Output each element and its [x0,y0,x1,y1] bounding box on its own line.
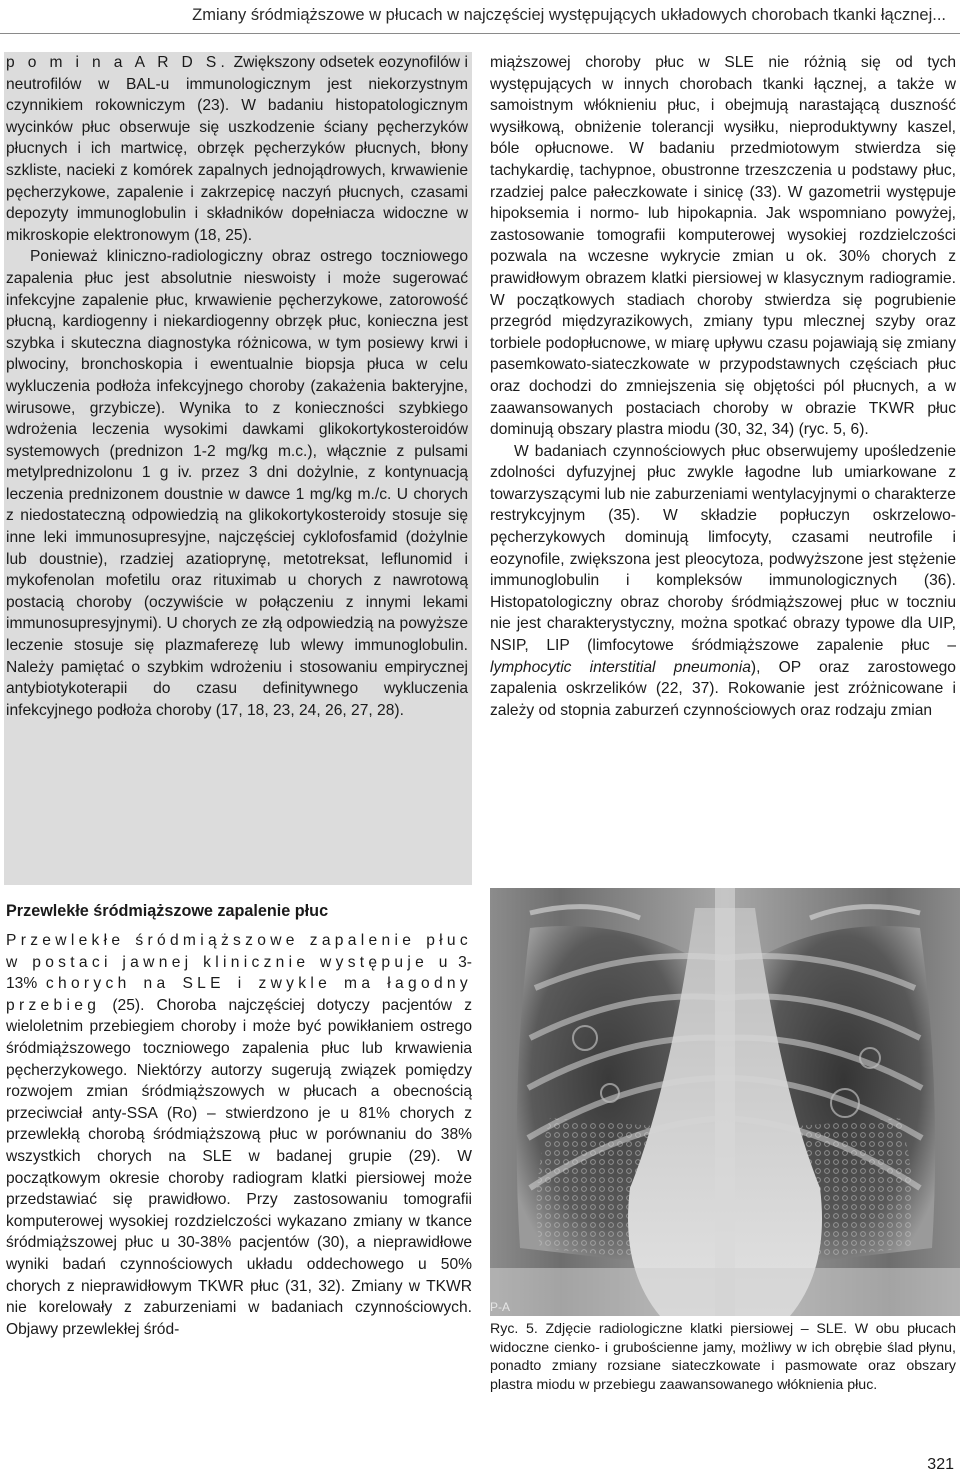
figure-caption: Ryc. 5. Zdjęcie radiologiczne klatki piersiowej – SLE. W obu płucach widoczne cienko- i grubościenne jamy, możliwy w ich obrębie ślad płynu, ponadto zmiany rozsiane siateczkowate i pasmowate oraz obszary plastra miodu w przebiegu zaawansowanego włóknienia płuc. [490,1321,956,1393]
paragraph [6,930,472,1340]
italic-term: lymphocytic interstitial pneumonia [490,658,751,676]
paragraph: miąższowej choroby płuc w SLE nie różnią się od tych występujących w innych chorobach tkanki łącznej, a także w samoistnym włóknieniu płuc, i obejmują narastającą duszność wysiłkową, obniżenie tolerancji wysiłku, nieproduktywny kaszel, bóle opłucnowe. W badaniu przedmiotowym stwierdza się tachykardię, tachypnoe, obustronne trzeszczenia u podstawy płuc, rzadziej palce pałeczkowate i sinicę (33). W gazometrii występuje hipoksemia i normo- lub hipokapnia. Jak wspomniano powyżej, zastosowanie tomografii komputerowej wysokiej rozdzielczości pozwala na wczesne wykrycie zmian u ok. 30% chorych z prawidłowym obrazem klatki piersiowej w klasycznym radiogramie. W początkowych stadiach choroby stwierdza się pogrubienie przegród międzyrazikowych, zmiany typu mlecznej szyby oraz torbiele podopłucnowe, w miarę upływu czasu pojawiają się zmiany pasemkowato-siateczkowate w przypodstawnych częściach płuc oraz dochodzi do zmniejszenia się objętości pól płucnych, a w zaawansowanych postaciach choroby w obrazie TKWR płuc dominują obszary plastra miodu (30, 32, 34) (ryc. 5, 6). [490,54,956,439]
paragraph-text: (25). Choroba najczęściej dotyczy pacjentów z wieloletnim przebiegiem choroby i może być powikłaniem ostrego śródmiąższowego toczniowego zapalenia płuc lub krwawienia pęcherzykowego. Niektórzy autorzy sugerują związek pomiędzy rozwojem zmian śródmiąższowych w płucach a obecnością przeciwciał anty-SSA (Ro) – stwierdzono je u 81% chorych z przewlekłą chorobą śródmiąższową płuc w porównaniu do 38% wszystkich chorych na SLE w badanej grupie (29). W początkowym okresie choroby radiogram klatki piersiowej może przedstawiać się prawidłowo. Przy zastosowaniu tomografii komputerowej wysokiej rozdzielczości wykazano zmiany w tkance śródmiąższowej płuc u 30-38% pacjentów (30), a nieprawidłowe wyniki badań czynnościowych układu oddechowego u 50% chorych z nieprawidłowym TKWR płuc (31, 32). Zmiany w TKWR nie korelowały z zaburzeniami w badaniach czynnościowych. Objawy przewlekłej śród- [6,996,472,1338]
xray-image [490,888,960,1316]
paragraph [6,52,468,246]
page-number: 321 [927,1456,954,1473]
spaced-text: p o m i n a A R D S. [6,54,230,71]
running-header: Zmiany śródmiąższowe w płucach w najczęściej występujących układowych chorobach tkanki łącznej... [0,0,960,34]
section-heading: Przewlekłe śródmiąższowe zapalenie płuc [6,902,329,920]
paragraph [490,441,956,722]
paragraph: Ponieważ kliniczno-radiologiczny obraz ostrego toczniowego zapalenia płuc jest absolutnie nieswoisty i może sugerować infekcyjne zapalenie płuc, krwawienie pęcherzykowe, zatorowość płucną, kardiogenny i niekardiogenny obrzęk płuc, konieczna jest szybka i skuteczna diagnostyka różnicowa, w tym posiewy krwi i plwociny, bronchoskopia i ewentualnie biopsja płuca w celu wykluczenia podłoża infekcyjnego choroby (zakażenia bakteryjne, wirusowe, grzybicze). Wynika to z konieczności szybkiego wdrożenia leczenia wysokimi dawkami glikokortykosteroidów systemowych (prednizon 1-2 mg/kg m.c.), włącznie z pulsami metylprednizolonu 1 g iv. przez 3 dni dożylnie, z kontynuacją leczenia prednizonem doustnie w dawce 1 mg/kg m./c. U chorych z niedostateczną odpowiedzią na glikokortykosteroidy stosuje się inne leki immunosupresyjne, najczęściej cyklofosfamid (dożylnie lub doustnie), rzadziej azatioprynę, metotreksat, leflunomid i mykofenolan mofetilu oraz rituximab u chorych z nawrotową postacią choroby (oczywiście w połączeniu z innymi lekami immunosupresyjnymi). U chorych ze złą odpowiedzią na powyższe leczenie stosuje się plazmaferezę lub wlewy immunoglobulin. Należy pamiętać o szybkim wdrożeniu i stosowaniu empirycznej antybiotykoterapii do czasu definitywnego wykluczenia infekcyjnego podłoża choroby (17, 18, 23, 24, 26, 27, 28). [6,248,468,719]
chest-xray-figure [490,888,960,1316]
xray-view-label: P-A [490,1300,511,1314]
text-block [6,930,472,1418]
paragraph-text: Zwiększony odsetek eozynofilów i neutrofilów w BAL-u immunologicznym jest niekorzystnym czynnikiem rokowniczym (23). W badaniu histopatologicznym wycinków płuc obserwuje się uszkodzenie ściany pęcherzyków płucnych i ich martwicę, obrzęk pęcherzyków płucnych, błony szkliste, nacieki z komórek zapalnych jednojądrowych, krwawienie pęcherzykowe, zapalenie i zakrzepicę naczyń płucnych, czasami depozyty immunoglobulin i składników dopełniacza widoczne w mikroskopie elektronowym (18, 25). [6,54,468,244]
paragraph-text: W badaniach czynnościowych płuc obserwujemy upośledzenie zdolności dyfuzyjnej płuc zwykle łagodne lub umiarkowane z towarzyszącymi lub nie zaburzeniami wentylacyjnymi o charakterze restrykcyjnym (35). W składzie popłuczyn oskrzelowo-pęcherzykowych dominują limfocyty, czasami neutrofile i eozynofile, zwiększona jest pleocytoza, podwyższone jest stężenie immunoglobulin i kompleksów immunologicznych (36). Histopatologiczny obraz choroby śródmiąższowej płuc w toczniu nie jest charakterystyczny, można spotkać obrazy typowe dla UIP, NSIP, LIP (limfocytowe śródmiąższowe zapalenie płuc – [490,442,956,655]
shaded-text-block [4,52,472,885]
spaced-text: Przewlekłe śródmiąższowe zapalenie płuc w postaci jawnej klinicznie występuje u [6,932,472,971]
spaced-text: chorych na SLE i zwykle ma łagodny przebieg [6,975,472,1014]
right-text-column [490,52,956,864]
paragraph-text: ), OP oraz zarostowego zapalenia oskrzelików (22, 37). Rokowanie jest zróżnicowane i zależy od stopnia zaburzeń czynnościowych oraz rodzaju zmian [490,658,956,719]
paragraph-text: 3-13% [6,953,472,993]
